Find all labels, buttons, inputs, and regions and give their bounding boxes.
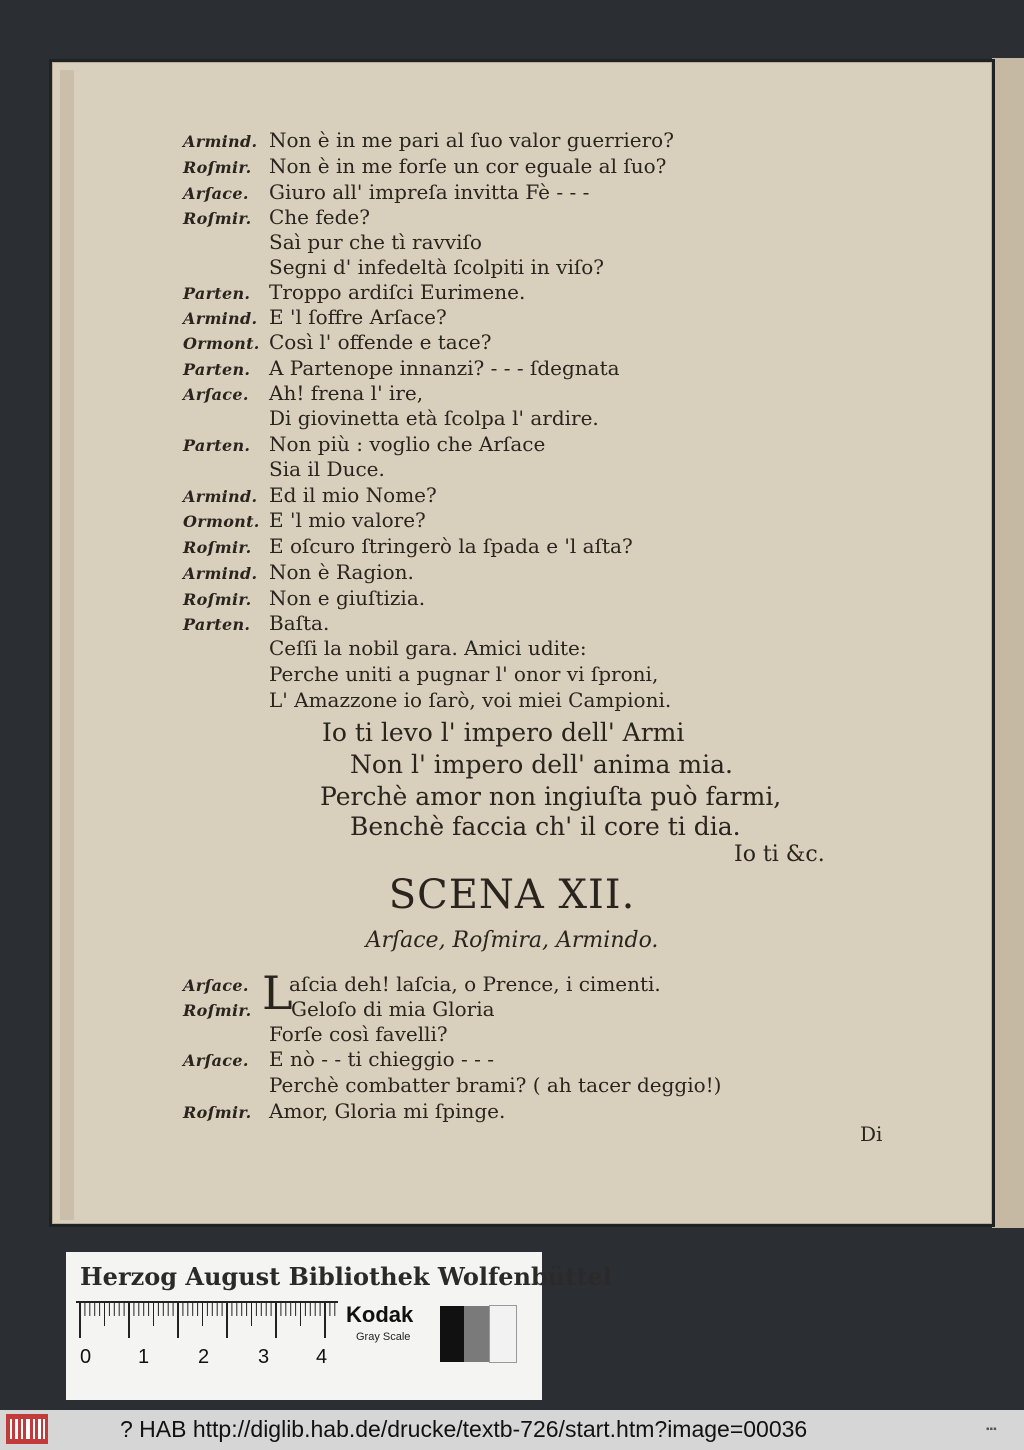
speaker-name: Roſmir. bbox=[183, 1103, 252, 1122]
more-icon[interactable]: ▪▪▪ bbox=[986, 1424, 997, 1435]
library-name: Herzog August Bibliothek Wolfenbüttel bbox=[80, 1262, 612, 1291]
dialogue-line bbox=[183, 356, 620, 382]
speaker-name: Parten. bbox=[183, 360, 251, 379]
dialogue-line bbox=[183, 330, 492, 356]
dialogue-text: E 'l mio valore? bbox=[269, 508, 426, 532]
dialogue-line bbox=[183, 255, 604, 281]
scene-text: Forſe così favelli? bbox=[269, 1022, 448, 1046]
scene-text: aſcia deh! laſcia, o Prence, i cimenti. bbox=[289, 972, 661, 996]
dialogue-line bbox=[183, 406, 599, 432]
speaker-name: Arſace. bbox=[183, 184, 249, 203]
dialogue-line bbox=[183, 483, 437, 509]
gray-swatch-mid bbox=[464, 1306, 490, 1362]
speaker-name: Roſmir. bbox=[183, 590, 252, 609]
speaker-name: Ormont. bbox=[183, 334, 260, 353]
dialogue-line bbox=[183, 305, 447, 331]
source-url[interactable]: ? HAB http://diglib.hab.de/drucke/textb-726/start.htm?image=00036 bbox=[120, 1416, 808, 1442]
scene-text: Perchè combatter brami? ( ah tacer deggio!) bbox=[269, 1073, 722, 1097]
gray-swatch-white bbox=[490, 1306, 516, 1362]
scale-number: 1 bbox=[138, 1346, 150, 1368]
page-gutter bbox=[60, 70, 74, 1220]
scale-number: 4 bbox=[316, 1346, 328, 1368]
scene-line bbox=[183, 997, 495, 1023]
dialogue-text: E oſcuro ſtringerò la ſpada e 'l aſta? bbox=[269, 534, 633, 558]
dialogue-line bbox=[183, 230, 482, 256]
speaker-name: Parten. bbox=[183, 284, 251, 303]
dialogue-line bbox=[183, 154, 666, 180]
speaker-name: Roſmir. bbox=[183, 209, 252, 228]
dialogue-line bbox=[183, 205, 370, 231]
scale-number: 3 bbox=[258, 1346, 270, 1368]
dialogue-text: Sia il Duce. bbox=[269, 457, 385, 481]
speaker-name: Parten. bbox=[183, 436, 251, 455]
dialogue-text: L' Amazzone io ſarò, voi miei Campioni. bbox=[269, 688, 672, 712]
dialogue-text: Non è Ragion. bbox=[269, 560, 414, 584]
dialogue-line bbox=[183, 688, 671, 714]
aria-line: Perchè amor non ingiuſta può farmi, bbox=[320, 782, 782, 811]
dialogue-text: Ah! frena l' ire, bbox=[269, 381, 424, 405]
scene-line bbox=[183, 1022, 448, 1048]
dialogue-text: Ed il mio Nome? bbox=[269, 483, 437, 507]
dialogue-text: Ceſſi la nobil gara. Amici udite: bbox=[269, 636, 587, 660]
aria-end: Io ti &c. bbox=[734, 842, 825, 867]
scene-characters: Arſace, Roſmira, Armindo. bbox=[365, 928, 659, 953]
dialogue-line bbox=[183, 560, 414, 586]
dialogue-text: Baſta. bbox=[269, 611, 330, 635]
scene-line bbox=[183, 972, 661, 998]
dialogue-text: Troppo ardiſci Eurimene. bbox=[269, 280, 526, 304]
scale-number: 0 bbox=[80, 1346, 92, 1368]
scale-ruler bbox=[76, 1300, 338, 1340]
dialogue-text: Di giovinetta età ſcolpa l' ardire. bbox=[269, 406, 599, 430]
scene-text: Geloſo di mia Gloria bbox=[291, 997, 495, 1021]
speaker-name: Roſmir. bbox=[183, 1001, 252, 1020]
speaker-name: Armind. bbox=[183, 487, 258, 506]
dialogue-text: Perche uniti a pugnar l' onor vi ſproni, bbox=[269, 662, 659, 686]
dialogue-text: Non e giuſtizia. bbox=[269, 586, 426, 610]
scale-number: 2 bbox=[198, 1346, 210, 1368]
dialogue-line bbox=[183, 508, 426, 534]
aria-line: Non l' impero dell' anima mia. bbox=[350, 750, 733, 779]
speaker-name: Roſmir. bbox=[183, 538, 252, 557]
dialogue-text: A Partenope innanzi? - - - ſdegnata bbox=[269, 356, 620, 380]
scene-title: SCENA XII. bbox=[388, 872, 636, 918]
scene-line bbox=[183, 1099, 505, 1125]
dialogue-line bbox=[183, 611, 329, 637]
kodak-label: Kodak bbox=[346, 1302, 414, 1327]
dialogue-line bbox=[183, 432, 545, 458]
dialogue-line bbox=[183, 280, 525, 306]
speaker-name: Ormont. bbox=[183, 512, 260, 531]
dialogue-line bbox=[183, 128, 674, 154]
dialogue-text: Non più : voglio che Arſace bbox=[269, 432, 546, 456]
page-edge bbox=[992, 58, 1024, 1228]
speaker-name: Armind. bbox=[183, 132, 258, 151]
scene-text: E nò - - ti chieggio - - - bbox=[269, 1047, 494, 1071]
speaker-name: Arſace. bbox=[183, 976, 249, 995]
speaker-name: Parten. bbox=[183, 615, 251, 634]
dialogue-line bbox=[183, 457, 385, 483]
gray-swatch-black bbox=[440, 1306, 464, 1362]
dialogue-line bbox=[183, 662, 658, 688]
dialogue-text: E 'l ſoffre Arſace? bbox=[269, 305, 447, 329]
aria-line: Benchè faccia ch' il core ti dia. bbox=[350, 812, 741, 841]
dialogue-text: Non è in me forſe un cor eguale al ſuo? bbox=[269, 154, 667, 178]
speaker-name: Arſace. bbox=[183, 385, 249, 404]
scene-line bbox=[183, 1073, 721, 1099]
dialogue-text: Giuro all' impreſa invitta Fè - - - bbox=[269, 180, 590, 204]
dialogue-line bbox=[183, 586, 425, 612]
speaker-name: Arſace. bbox=[183, 1051, 249, 1070]
gray-scale-label: Gray Scale bbox=[356, 1331, 411, 1343]
aria-line: Io ti levo l' impero dell' Armi bbox=[322, 718, 685, 747]
dialogue-text: Così l' offende e tace? bbox=[269, 330, 492, 354]
dialogue-line bbox=[183, 180, 589, 206]
speaker-name: Roſmir. bbox=[183, 158, 252, 177]
scene-text: Amor, Gloria mi ſpinge. bbox=[269, 1099, 506, 1123]
barcode-icon bbox=[6, 1414, 48, 1444]
dialogue-text: Che fede? bbox=[269, 205, 370, 229]
speaker-name: Armind. bbox=[183, 564, 258, 583]
catchword: Di bbox=[860, 1122, 883, 1146]
dialogue-text: Saì pur che tì ravviſo bbox=[269, 230, 482, 254]
scene-line bbox=[183, 1047, 494, 1073]
dialogue-text: Non è in me pari al ſuo valor guerriero? bbox=[269, 128, 674, 152]
dialogue-line bbox=[183, 534, 633, 560]
speaker-name: Armind. bbox=[183, 309, 258, 328]
dialogue-text: Segni d' infedeltà ſcolpiti in viſo? bbox=[269, 255, 605, 279]
drop-cap: L bbox=[262, 966, 293, 1020]
dialogue-line bbox=[183, 636, 587, 662]
dialogue-line bbox=[183, 381, 423, 407]
